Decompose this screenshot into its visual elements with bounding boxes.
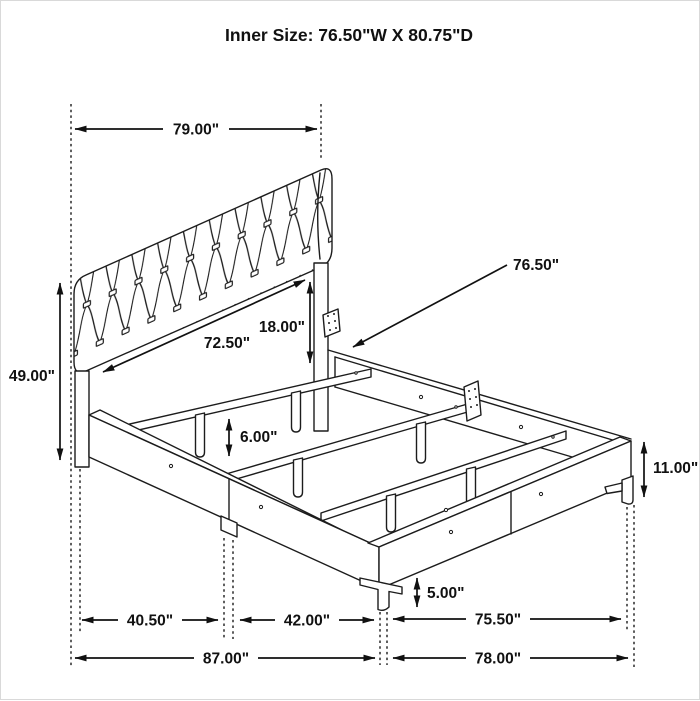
dim-label-75-5: 75.50": [474, 611, 522, 629]
dim-label-49: 49.00": [8, 368, 55, 385]
dim-center-leg-height: [229, 419, 278, 456]
bed-frame: [89, 350, 633, 610]
dim-label-72-5: 72.50": [203, 335, 251, 352]
diagram-title: Inner Size: 76.50"W X 80.75"D: [224, 25, 474, 45]
dim-label-76-5: 76.50": [513, 257, 560, 274]
dim-foot-inner-span: [393, 611, 621, 629]
dim-label-5: 5.00": [427, 585, 465, 602]
dim-headboard-height: [9, 283, 60, 460]
center-support-leg: [292, 391, 301, 432]
headboard-left-post: [75, 371, 89, 467]
dim-label-6: 6.00": [240, 429, 278, 446]
dim-label-87: 87.00": [202, 650, 250, 668]
diagram-canvas: [1, 1, 700, 701]
dim-label-78: 78.00": [474, 650, 522, 668]
dim-label-79: 79.00": [172, 121, 220, 139]
foot-corner-leg: [360, 578, 402, 610]
dim-label-11: 11.00": [653, 460, 699, 477]
front-side-rail: [89, 410, 379, 589]
dim-foot-outer-span: [393, 650, 628, 668]
dimension-annotations: [9, 121, 698, 668]
center-support-leg: [294, 458, 303, 497]
center-support-leg: [387, 494, 396, 532]
dim-headboard-width-outer: [75, 121, 317, 139]
dim-inner-width: [353, 257, 559, 347]
dim-label-18: 18.00": [258, 319, 305, 336]
center-rail-bracket: [464, 381, 481, 421]
dim-base-length-total: [75, 650, 375, 668]
dim-foot-leg-height: [417, 578, 465, 607]
dim-label-42: 42.00": [283, 612, 331, 630]
dim-base-span-head: [82, 612, 218, 630]
center-support-leg: [417, 422, 426, 463]
extension-lines: [71, 104, 634, 667]
dim-headboard-lower-height: [259, 282, 310, 363]
dim-label-40-5: 40.50": [126, 612, 174, 630]
headboard-right-post: [314, 263, 328, 431]
dim-base-span-foot: [240, 612, 374, 630]
center-support-leg: [196, 413, 205, 457]
dim-side-rail-height: [644, 442, 698, 497]
